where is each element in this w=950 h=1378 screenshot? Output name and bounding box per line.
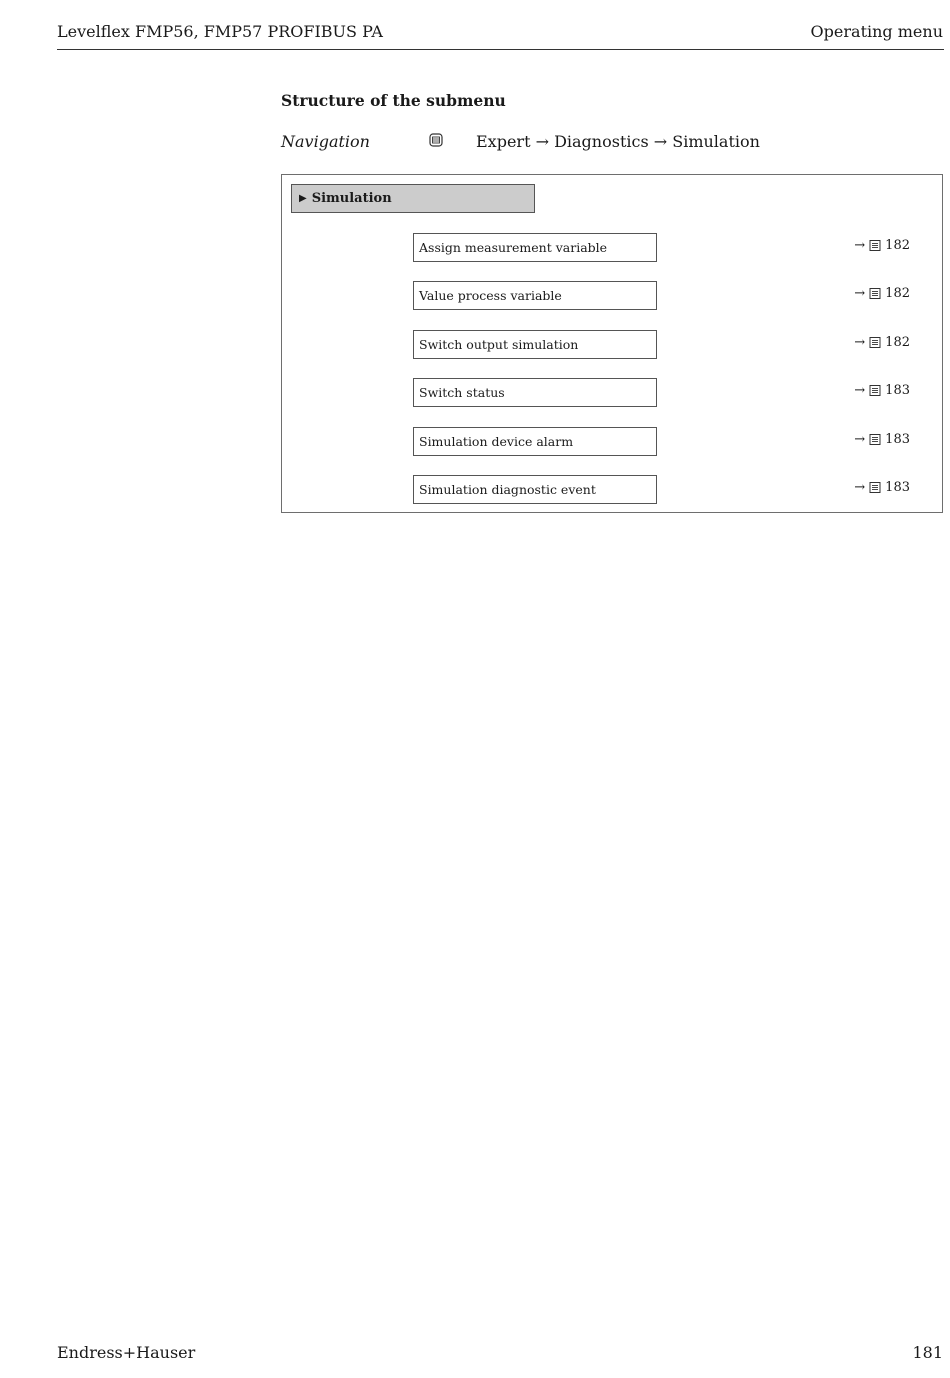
parameter-box[interactable]: Switch output simulation — [413, 330, 657, 359]
footer-page-number: 181 — [912, 1343, 943, 1362]
page-number: 182 — [885, 335, 910, 350]
page-reference[interactable] — [854, 238, 910, 253]
parameter-box[interactable]: Simulation diagnostic event — [413, 475, 657, 504]
page-number: 182 — [885, 286, 910, 301]
page-reference[interactable] — [854, 335, 910, 350]
menu-path-icon — [429, 133, 443, 147]
arrow-icon: → — [854, 432, 866, 447]
arrow-icon: → — [854, 286, 866, 301]
parameter-box[interactable]: Value process variable — [413, 281, 657, 310]
page-header-section: Operating menu — [810, 22, 943, 41]
page-number: 183 — [885, 480, 910, 495]
page-icon — [869, 240, 881, 251]
header-rule — [57, 49, 944, 50]
page-reference[interactable] — [854, 286, 910, 301]
page-number: 183 — [885, 383, 910, 398]
page-reference[interactable] — [854, 432, 910, 447]
parameter-row — [413, 378, 944, 407]
page-icon — [869, 385, 881, 396]
parameter-row — [413, 427, 944, 456]
navigation-path: Expert → Diagnostics → Simulation — [476, 132, 760, 151]
page-number: 183 — [885, 432, 910, 447]
parameter-row — [413, 281, 944, 310]
page-header-title: Levelflex FMP56, FMP57 PROFIBUS PA — [57, 22, 383, 41]
page-number: 182 — [885, 238, 910, 253]
parameter-row — [413, 475, 944, 504]
parameter-row — [413, 233, 944, 262]
arrow-icon: → — [854, 335, 866, 350]
page-reference[interactable] — [854, 480, 910, 495]
footer-company: Endress+Hauser — [57, 1343, 196, 1362]
page-icon — [869, 337, 881, 348]
navigation-label: Navigation — [281, 132, 370, 151]
parameter-box[interactable]: Assign measurement variable — [413, 233, 657, 262]
page-icon — [869, 482, 881, 493]
parameter-row — [413, 330, 944, 359]
page-icon — [869, 288, 881, 299]
arrow-icon: → — [854, 238, 866, 253]
submenu-header[interactable] — [291, 184, 535, 213]
expand-triangle-icon: ▶ — [299, 193, 307, 204]
arrow-icon: → — [854, 383, 866, 398]
arrow-icon: → — [854, 480, 866, 495]
parameter-box[interactable]: Simulation device alarm — [413, 427, 657, 456]
section-title: Structure of the submenu — [281, 91, 506, 110]
page-reference[interactable] — [854, 383, 910, 398]
parameter-box[interactable]: Switch status — [413, 378, 657, 407]
page-icon — [869, 434, 881, 445]
submenu-title: Simulation — [311, 191, 392, 206]
